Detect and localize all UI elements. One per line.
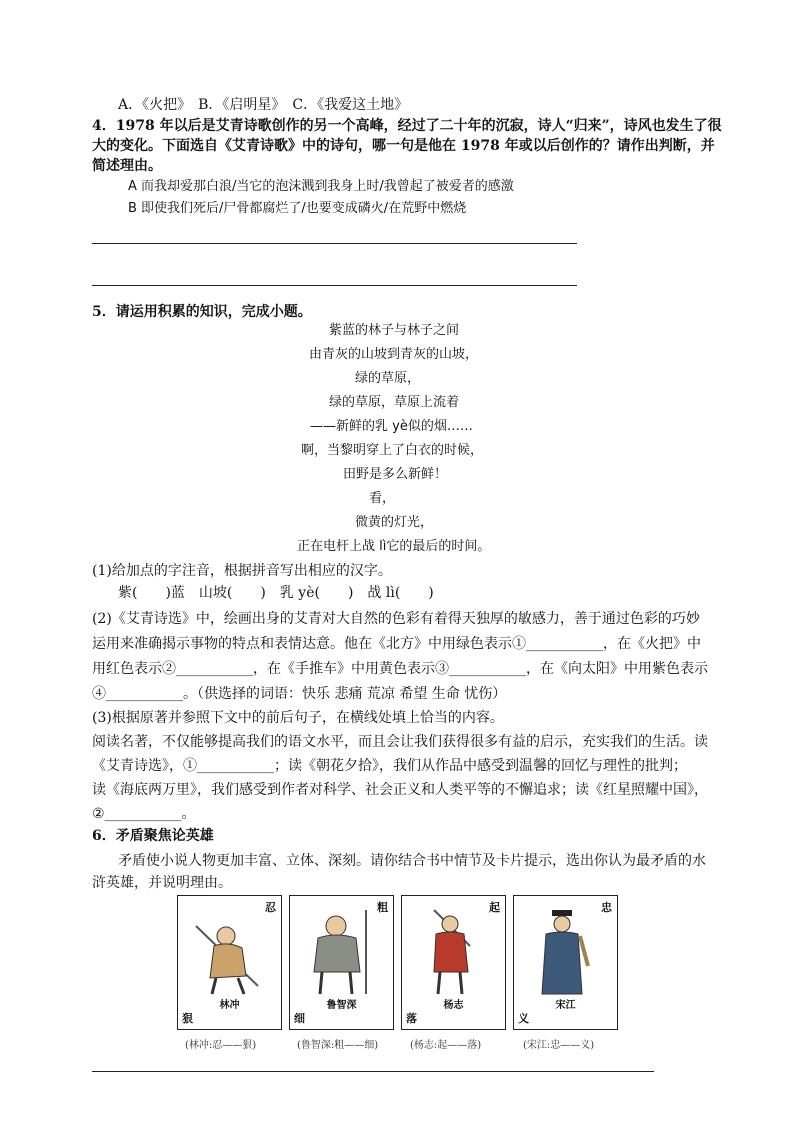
- song-jiang-figure: [524, 906, 604, 996]
- q4-text-line3: 简述理由。: [92, 158, 162, 174]
- q5-sub3-line: 《艾青诗选》，①___________；读《朝花夕拾》，我们从作品中感受到温馨的回忆与理性的批判；: [92, 758, 687, 774]
- q4-text-line1: 4．1978 年以后是艾青诗歌创作的另一个高峰，经过了二十年的沉寂，诗人“归来”，诗风也发生了很: [92, 118, 722, 134]
- card-bottom-char: 落: [406, 1012, 417, 1025]
- card-hero-name: 杨志: [443, 1000, 464, 1011]
- hero-card-lu-zhishen: [289, 895, 394, 1030]
- q3-options: A．《火把》 B．《启明星》 C．《我爱这土地》: [118, 97, 409, 113]
- poem-line: 田野是多么新鲜！: [343, 467, 448, 482]
- card-bottom-char: 狠: [182, 1012, 193, 1025]
- card-hero-name: 鲁智深: [326, 1000, 357, 1011]
- card-hero-name: 林冲: [219, 1000, 240, 1011]
- card-bottom-char: 义: [518, 1012, 529, 1025]
- q4-option-a: A 而我却爱那白浪/当它的泡沫溅到我身上时/我曾起了被爱者的感激: [128, 179, 514, 194]
- hero-card-song-jiang: [513, 895, 618, 1030]
- card-top-char: 忍: [265, 901, 276, 914]
- card-hero-name: 宋江: [555, 1000, 576, 1011]
- card-bottom-char: 细: [294, 1012, 305, 1025]
- q5-sub3-line: 阅读名著，不仅能够提高我们的语文水平，而且会让我们获得很多有益的启示，充实我们的生活。读: [92, 734, 708, 750]
- q5-sub1-items: 紫( )蓝 山坡( ) 乳 yè( ) 战 lì( ): [118, 585, 434, 601]
- poem-line: 绿的草原，草原上流着: [329, 395, 460, 410]
- poem-line: 由青灰的山坡到青灰的山坡，: [309, 347, 479, 362]
- card-top-char: 起: [489, 901, 500, 914]
- card-caption: (宋江:忠——义): [523, 1040, 595, 1051]
- poem-line: 绿的草原，: [355, 371, 421, 386]
- card-top-char: 粗: [377, 901, 388, 914]
- q5-sub2-line: 运用来准确揭示事物的特点和表情达意。他在《北方》中用绿色表示①___________，在《火把》中: [92, 636, 701, 652]
- card-caption: (杨志:起——落): [410, 1040, 482, 1051]
- q4-text-line2: 大的变化。下面选自《艾青诗歌》中的诗句，哪一句是他在 1978 年或以后创作的？请作出判断，并: [92, 138, 715, 154]
- lin-chong-figure: [188, 906, 268, 996]
- lu-zhishen-figure: [300, 906, 380, 996]
- q5-sub2-line: 用红色表示②___________，在《手推车》中用黄色表示③___________，在《向太阳》中用紫色表示: [92, 661, 708, 677]
- poem-line: 微黄的灯光，: [355, 515, 434, 530]
- q5-sub3-line: (3)根据原著并参照下文中的前后句子，在横线处填上恰当的内容。: [92, 710, 504, 726]
- q6-prompt-line1: 矛盾使小说人物更加丰富、立体、深刻。请你结合书中情节及卡片提示，选出你认为最矛盾的水: [118, 853, 706, 869]
- answer-line-3[interactable]: [92, 1071, 654, 1072]
- q5-sub1-title: (1)给加点的字注音，根据拼音写出相应的汉字。: [92, 563, 392, 579]
- answer-line-2[interactable]: [92, 285, 577, 286]
- hero-card-yang-zhi: [401, 895, 506, 1030]
- poem-line: 啊，当黎明穿上了白衣的时候，: [301, 443, 484, 458]
- q5-sub2-line: (2)《艾青诗选》中，绘画出身的艾青对大自然的色彩有着得天独厚的敏感力，善于通过色彩的巧妙: [92, 611, 700, 627]
- q5-sub2-line: ④___________。（供选择的词语：快乐 悲痛 荒凉 希望 生命 忧伤）: [92, 686, 507, 702]
- q5-sub3-line: ②___________。: [92, 806, 196, 822]
- q4-option-b: B 即使我们死后/尸骨都腐烂了/也要变成磷火/在荒野中燃烧: [128, 201, 467, 216]
- poem-line: 正在电杆上战 lì它的最后的时间。: [297, 539, 491, 554]
- q5-sub3-line: 读《海底两万里》，我们感受到作者对科学、社会正义和人类平等的不懈追求；读《红星照耀中国》，: [92, 782, 708, 798]
- answer-line-1[interactable]: [92, 243, 577, 244]
- card-caption: (鲁智深:粗——细): [297, 1040, 379, 1051]
- q5-title: 5．请运用积累的知识，完成小题。: [92, 304, 312, 320]
- yang-zhi-figure: [412, 906, 492, 996]
- q6-title: 6．矛盾聚焦论英雄: [92, 828, 214, 844]
- hero-card-lin-chong: [177, 895, 282, 1030]
- card-top-char: 忠: [601, 901, 612, 914]
- q6-prompt-line2: 浒英雄，并说明理由。: [92, 875, 232, 891]
- poem-line: 紫蓝的林子与林子之间: [329, 323, 460, 338]
- card-caption: (林冲:忍——狠): [185, 1040, 257, 1051]
- poem-line: ——新鲜的乳 yè似的烟……: [310, 419, 473, 434]
- poem-line: 看，: [369, 491, 396, 506]
